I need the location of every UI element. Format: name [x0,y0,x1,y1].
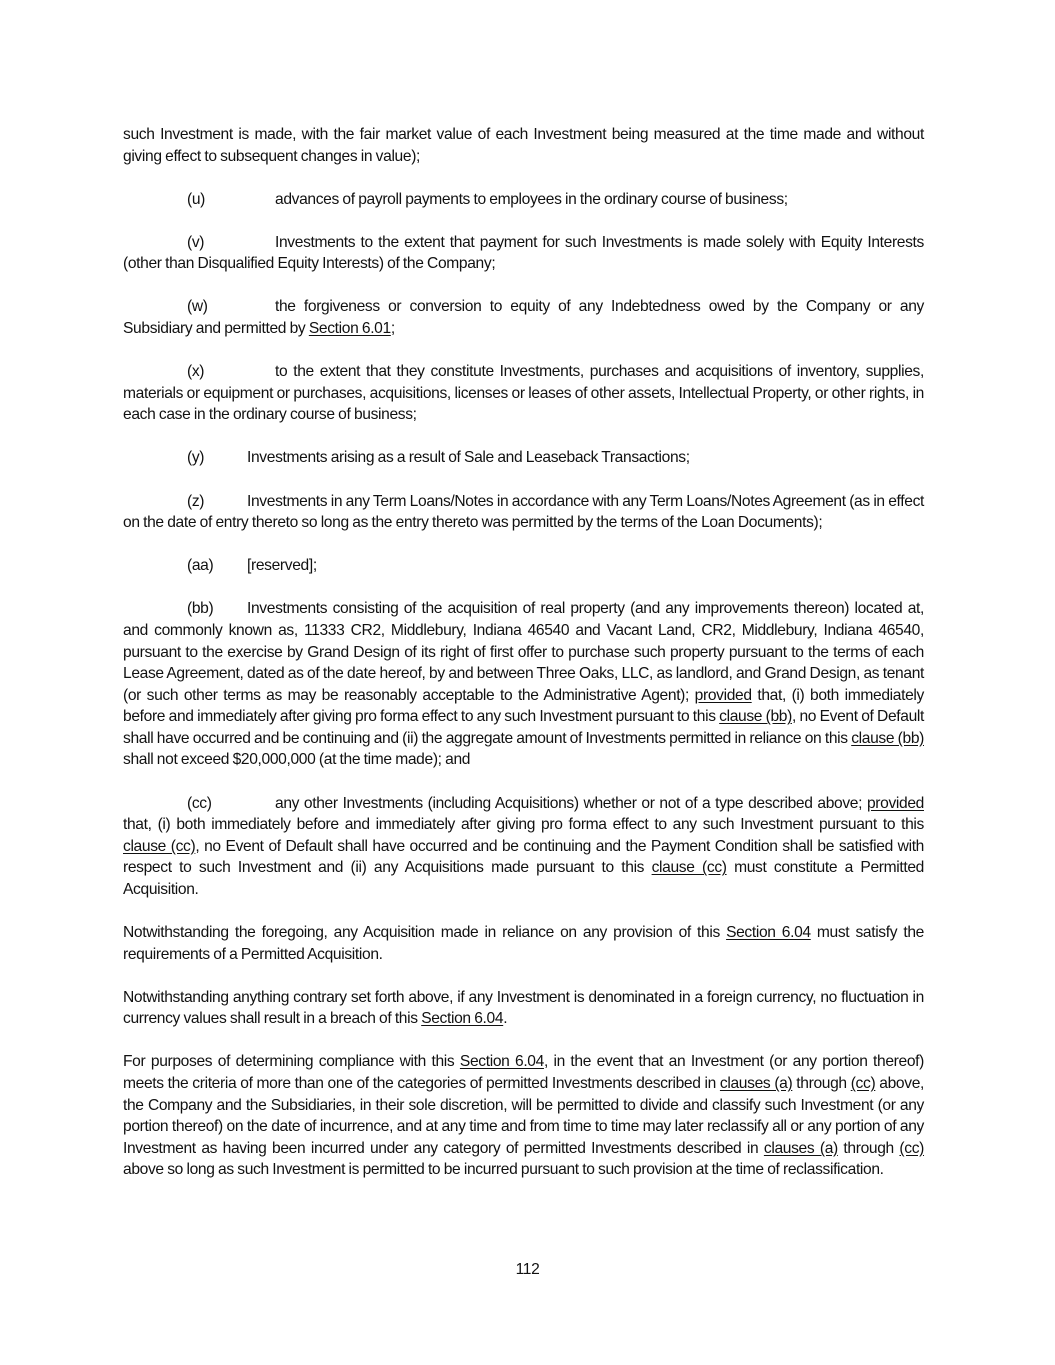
text-run: Investments arising as a result of Sale and Leaseback Transactions; [247,449,690,467]
cross-reference: provided [694,686,752,704]
cross-reference: Section 6.04 [459,1053,544,1071]
clause-paragraph [123,491,924,534]
clause-paragraph [123,598,924,771]
clause-paragraph [123,447,924,469]
clause-label: (y) [187,449,205,467]
document-body [123,124,924,1202]
text-run: that, (i) both immediately before and immediately after giving pro forma effect to any such Investment pursuant to this [123,686,924,726]
text-run: [reserved]; [247,557,317,575]
text-run: Investments in any Term Loans/Notes in accordance with any Term Loans/Notes Agreement (as in effect on the date of entry thereto so long as the entry thereto was permitted by the terms of the Loan Documents); [123,492,924,532]
paragraph [123,124,924,167]
text-run: , in the event that an Investment (or any portion thereof) meets the criteria of more than one of the categories of permitted Investments described in [123,1053,924,1092]
text-run: . [503,1010,508,1028]
clause-paragraph [123,793,924,901]
text-run: must satisfy the requirements of a Permitted Acquisition. [123,924,924,963]
text-run: Notwithstanding the foregoing, any Acquisition made in reliance on any provision of this [123,924,727,942]
cross-reference: (cc) [899,1139,925,1157]
clause-label: (aa) [187,557,214,575]
text-run: such Investment is made, with the fair market value of each Investment being measured at the time made and without giving effect to subsequent changes in value); [123,126,924,165]
text-run: that, (i) both immediately before and immediately after giving pro forma effect to any such Investment pursuant to this [123,816,924,834]
clause-paragraph [123,555,924,577]
text-run: must constitute a Permitted Acquisition. [123,859,924,898]
clause-label: (u) [187,190,206,208]
text-run: to the extent that they constitute Investments, purchases and acquisitions of inventory, supplies, materials or equipment or purchases, acquisitions, licenses or leases of other assets, Intellectual Property, or other rights, in each case in the ordinary course of business; [123,363,924,424]
cross-reference: clause (cc) [123,837,196,855]
paragraph [123,922,924,965]
clause-paragraph [123,361,924,426]
cross-reference: Section 6.04 [421,1010,504,1028]
clause-paragraph [123,296,924,339]
paragraph [123,1051,924,1181]
text-run: , no Event of Default shall have occurred and be continuing and the Payment Condition shall be satisfied with respect to such Investment and (ii) any Acquisitions made pursuant to this [123,837,924,877]
text-run: any other Investments (including Acquisitions) whether or not of a type described above; [275,794,867,812]
cross-reference: clause (bb) [719,708,792,726]
text-run: For purposes of determining compliance with this [123,1053,460,1071]
text-run: through [837,1139,900,1157]
page-number: 112 [515,1261,540,1278]
text-run: , no Event of Default shall have occurred and be continuing and (ii) the aggregate amount of Investments permitted in reliance on this [123,708,924,747]
text-run: above, the Company and the Subsidiaries, in their sole discretion, will be permitted to divide and classify such Investment (or any portion thereof) on the date of incurrence, and at any time and from time to time may later reclassify all or any portion of any Investment as having been incurred under any category of permitted Investments described in [123,1075,925,1157]
text-run: Investments to the extent that payment for such Investments is made solely with Equity Interests (other than Disqualified Equity Interests) of the Company; [123,233,924,273]
cross-reference: Section 6.01 [308,320,391,338]
text-run: Investments consisting of the acquisition of real property (and any improvements thereon) located at, and commonly known as, 11333 CR2, Middlebury, Indiana 46540 and Vacant Land, CR2, Middlebury, Indiana 46540, pursuant to the exercise by Grand Design of its right of first offer to purchase such property pursuant to the terms of each Lease Agreement, dated as of the date hereof, by and between Three Oaks, LLC, as landlord, and Grand Design, as tenant (or such other terms as may be reasonably acceptable to the Administrative Agent); [123,600,924,704]
clause-label: (z) [187,492,205,510]
text-run: Notwithstanding anything contrary set forth above, if any Investment is denominated in a foreign currency, no fluctuation in currency values shall result in a breach of this [123,988,924,1028]
cross-reference: clause (bb) [851,729,924,747]
clause-label: (x) [187,363,205,381]
text-run: shall not exceed $20,000,000 (at the time made); and [123,751,471,769]
cross-reference: Section 6.04 [726,924,811,942]
clause-paragraph [123,189,924,211]
cross-reference: clauses (a) [719,1075,793,1092]
paragraph [123,987,924,1030]
clause-label: (w) [187,298,208,316]
clause-label: (v) [187,233,205,251]
cross-reference: clauses (a) [763,1139,838,1157]
clause-label: (cc) [187,794,212,812]
text-run: advances of payroll payments to employees in the ordinary course of business; [275,190,788,208]
text-run: ; [390,320,395,338]
clause-paragraph [123,232,924,275]
text-run: through [792,1075,851,1092]
clause-label: (bb) [187,600,214,618]
cross-reference: clause (cc) [651,859,727,877]
text-run: the forgiveness or conversion to equity of any Indebtedness owed by the Company or any Subsidiary and permitted by [123,298,924,338]
cross-reference: (cc) [850,1075,876,1092]
cross-reference: provided [866,794,924,812]
text-run: above so long as such Investment is permitted to be incurred pursuant to such provision at the time of reclassification. [123,1161,884,1179]
